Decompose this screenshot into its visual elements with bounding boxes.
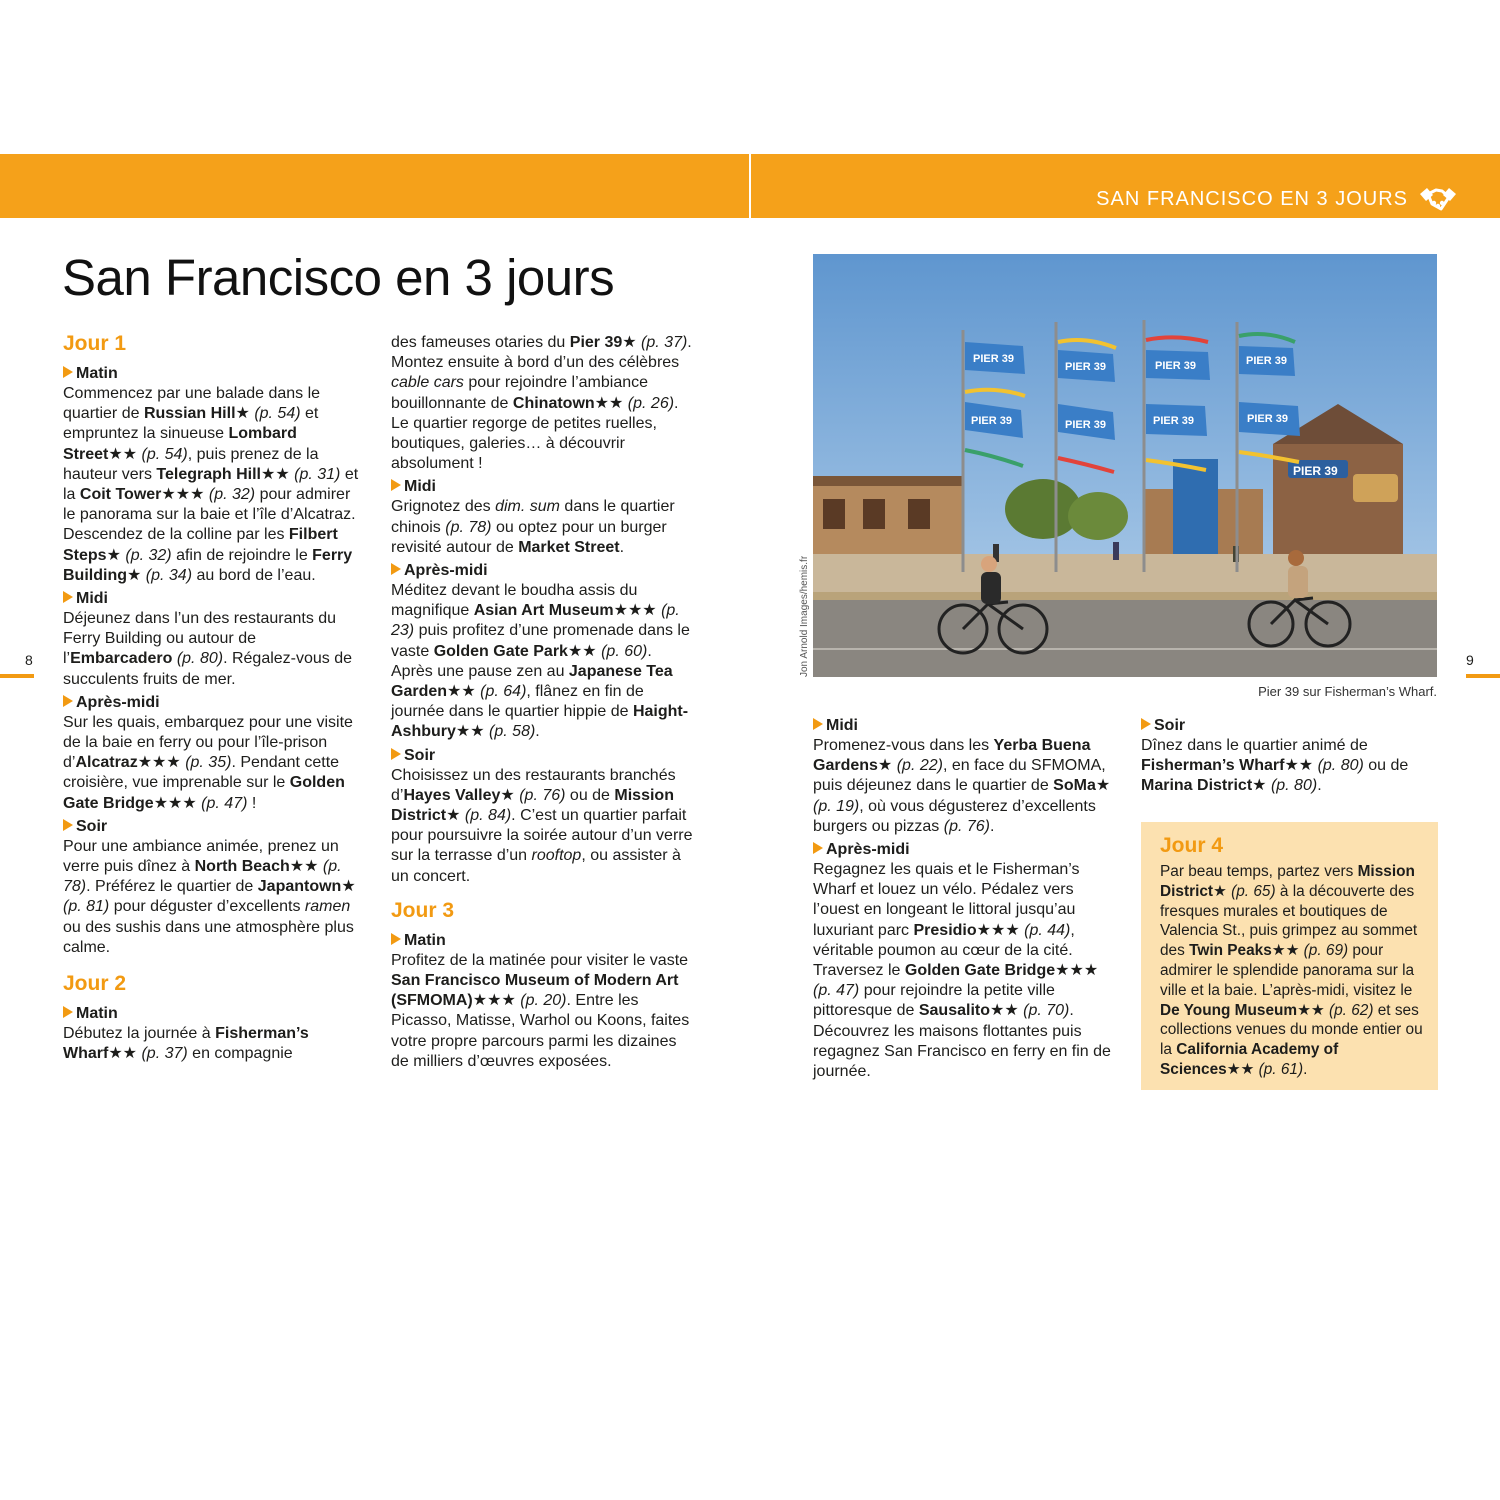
slot-heading (813, 716, 1113, 736)
page-title: San Francisco en 3 jours (62, 249, 615, 306)
triangle-bullet-icon (391, 479, 401, 491)
slot-heading (63, 589, 363, 609)
flag-text: PIER 39 (1153, 415, 1194, 427)
paragraph: Promenez-vous dans les Yerba Buena Gardens★ (p. 22), en face du SFMOMA, puis déjeunez dans le quartier de SoMa★ (p. 19), où vous dégusterez d’excellents burgers ou pizzas (p. 76). (813, 737, 1111, 835)
photo-caption: Pier 39 sur Fisherman’s Wharf. (1258, 684, 1437, 699)
slot-heading (63, 1004, 363, 1024)
triangle-bullet-icon (63, 1006, 73, 1018)
pier-39-photo (813, 254, 1437, 677)
slot-heading (63, 364, 363, 384)
column-4 (1141, 713, 1441, 797)
slot-label: Matin (404, 931, 446, 949)
slot-heading (63, 693, 363, 713)
flag-text: PIER 39 (1065, 361, 1106, 373)
triangle-bullet-icon (391, 563, 401, 575)
flag-text: PIER 39 (1246, 355, 1287, 367)
flag-text: PIER 39 (1065, 419, 1106, 431)
paragraph: Déjeunez dans l’un des restaurants du Ferry Building ou autour de l’Embarcadero (p. 80). Régalez-vous de succulents fruits de mer. (63, 610, 353, 688)
day-2-heading: Jour 2 (63, 972, 127, 996)
running-head: SAN FRANCISCO EN 3 JOURS (1096, 188, 1408, 210)
slot-label: Soir (404, 746, 436, 764)
slot-label: Midi (826, 717, 858, 734)
triangle-bullet-icon (63, 695, 73, 707)
page-marker-right (1466, 674, 1500, 678)
flag-text: PIER 39 (973, 353, 1014, 365)
day-3-heading: Jour 3 (391, 898, 455, 922)
photo-credit: Jon Arnold Images/hemis.fr (799, 555, 810, 677)
slot-label: Après-midi (826, 841, 910, 859)
triangle-bullet-icon (63, 591, 73, 603)
paragraph: Dînez dans le quartier animé de Fisherman’s Wharf★★ (p. 80) ou de Marina District★ (p. 80). (1141, 737, 1409, 795)
slot-label: Matin (76, 365, 118, 382)
day-4-sidebar (1141, 822, 1438, 1090)
slot-heading (391, 746, 696, 766)
paragraph: des fameuses otaries du Pier 39★ (p. 37). Montez ensuite à bord d’un des célèbres cable cars pour rejoindre l’ambiance bouillonnante de Chinatown★★ (p. 26). Le quartier regorge de petites ruelles, boutiques, galeries… à découvrir absolument ! (391, 334, 692, 473)
slot-label: Soir (76, 817, 108, 835)
column-3 (813, 713, 1113, 1082)
triangle-bullet-icon (63, 366, 73, 378)
paragraph: Commencez par une balade dans le quartier de Russian Hill★ (p. 54) et empruntez la sinueuse Lombard Street★★ (p. 54), puis prenez de la hauteur vers Telegraph Hill★★ (p. 31) et la Coit Tower★★★ (p. 32) pour admirer le panorama sur la baie et l’île d’Alcatraz. Descendez de la colline par les Filbert Steps★ (p. 32) afin de rejoindre le Ferry Building★ (p. 34) au bord de l’eau. (63, 385, 359, 584)
slot-heading (391, 931, 696, 951)
page-number-left: 8 (25, 652, 33, 668)
paragraph: Profitez de la matinée pour visiter le vaste San Francisco Museum of Modern Art (SFMOMA)★★★ (p. 20). Entre les Picasso, Matisse, Warhol ou Koons, faites votre propre parcours parmi les dizaines de milliers d’œuvres exposées. (391, 951, 690, 1070)
flag-text: PIER 39 (1155, 360, 1196, 372)
paragraph: Pour une ambiance animée, prenez un verre puis dînez à North Beach★★ (p. 78). Préférez le quartier de Japantown★ (p. 81) pour déguster d’excellents ramen ou des sushis dans une atmosphère plus calme. (63, 837, 356, 956)
paragraph: Choisissez un des restaurants branchés d’Hayes Valley★ (p. 76) ou de Mission District★ (p. 84). C’est un quartier parfait pour poursuivre la soirée autour d’un verre sur la terrasse d’un rooftop, ou assister à un concert. (391, 766, 693, 885)
day-4-heading: Jour 4 (1160, 834, 1224, 857)
triangle-bullet-icon (391, 933, 401, 945)
slot-label: Soir (1154, 717, 1186, 734)
handshake-icon (1420, 182, 1456, 216)
flag-text: PIER 39 (971, 415, 1012, 427)
slot-label: Matin (76, 1005, 118, 1023)
day-1-heading: Jour 1 (63, 332, 127, 355)
column-2 (391, 333, 696, 1072)
slot-label: Midi (76, 590, 108, 608)
paragraph: Méditez devant le boudha assis du magnifique Asian Art Museum★★★ (p. 23) puis profitez d’une promenade dans le vaste Golden Gate Park★★ (p. 60). Après une pause zen au Japanese Tea Garden★★ (p. 64), flânez en fin de journée dans le quartier hippie de Haight-Ashbury★★ (p. 58). (391, 582, 690, 741)
slot-label: Après-midi (76, 693, 160, 711)
flag-text: PIER 39 (1247, 413, 1288, 425)
paragraph: Grignotez des dim. sum dans le quartier chinois (p. 78) ou optez pour un burger revisité autour de Market Street. (391, 498, 675, 556)
paragraph: Regagnez les quais et le Fisherman’s Wharf et louez un vélo. Pédalez vers l’ouest en longeant le littoral jusqu’au luxuriant parc Presidio★★★ (p. 44), véritable poumon au cœur de la cité. Traversez le Golden Gate Bridge★★★ (p. 47) pour rejoindre la petite ville pittoresque de Sausalito★★ (p. 70). Découvrez les maisons flottantes puis regagnez San Francisco en ferry en fin de journée. (813, 861, 1111, 1081)
slot-heading (391, 477, 696, 497)
column-1 (63, 330, 363, 1064)
slot-label: Après-midi (404, 562, 488, 580)
paragraph: Sur les quais, embarquez pour une visite de la baie en ferry ou pour l’île-prison d’Alcatraz★★★ (p. 35). Pendant cette croisière, vue imprenable sur le Golden Gate Bridge★★★ (p. 47) ! (63, 713, 353, 812)
slot-heading (813, 840, 1113, 860)
slot-label: Midi (404, 478, 436, 496)
triangle-bullet-icon (813, 718, 823, 730)
pier-sign-text: PIER 39 (1293, 464, 1338, 478)
header-band-left (0, 154, 749, 218)
slot-heading (63, 817, 363, 837)
paragraph: Débutez la journée à Fisherman’s Wharf★★ (p. 37) en compagnie (63, 1025, 309, 1063)
triangle-bullet-icon (813, 842, 823, 854)
page-number-right: 9 (1466, 652, 1474, 668)
paragraph: Par beau temps, partez vers Mission District★ (p. 65) à la découverte des fresques murales et boutiques de Valencia St., puis grimpez au sommet des Twin Peaks★★ (p. 69) pour admirer le splendide panorama sur la ville et la baie. L’après-midi, visitez le De Young Museum★★ (p. 62) et ses collections venues du monde entier ou la California Academy of Sciences★★ (p. 61). (1160, 863, 1423, 1078)
slot-heading (1141, 716, 1441, 736)
triangle-bullet-icon (63, 819, 73, 831)
triangle-bullet-icon (391, 748, 401, 760)
slot-heading (391, 561, 696, 581)
page-marker-left (0, 674, 34, 678)
triangle-bullet-icon (1141, 718, 1151, 730)
